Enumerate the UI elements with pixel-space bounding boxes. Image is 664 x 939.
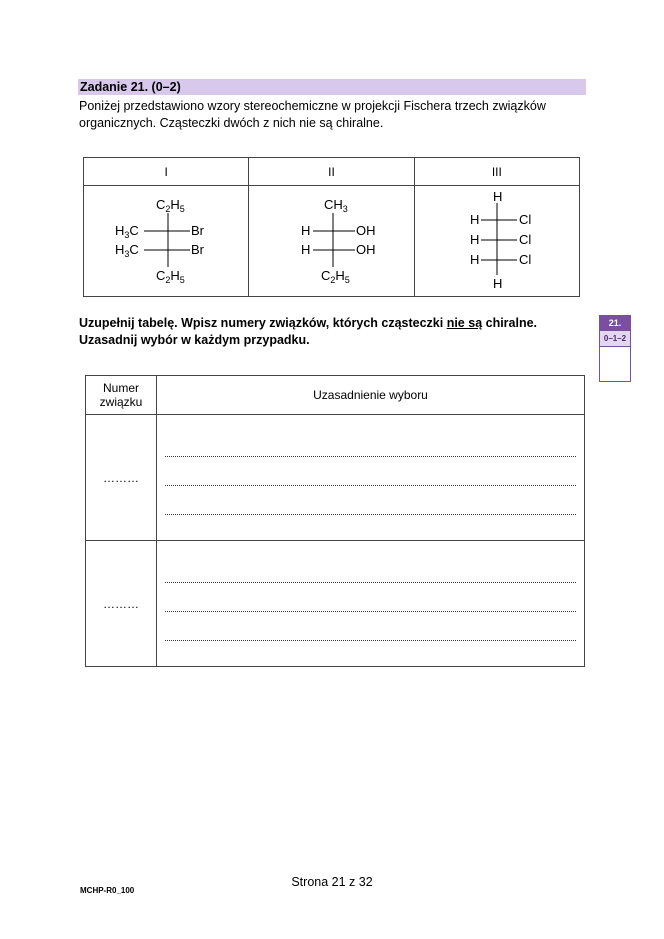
answer-number-field-2[interactable]: ………: [86, 541, 157, 667]
c2-row2-right: OH: [356, 242, 376, 257]
score-range: 0–1–2: [600, 331, 630, 347]
c3-row3-left: H: [469, 252, 480, 267]
c3-row1-right: Cl: [518, 212, 532, 227]
compound-1-cell: [84, 186, 249, 297]
fischer-projection-1: [86, 187, 246, 292]
c2-top: $CH_3$: [324, 197, 349, 214]
answer-header-number: Numer związku: [86, 376, 157, 415]
c3-top: H: [492, 189, 503, 204]
c3-row2-left: H: [469, 232, 480, 247]
intro-line-1: Poniżej przedstawiono wzory stereochemiczne w projekcji Fischera trzech związków: [79, 99, 546, 113]
compound-header-3: III: [414, 158, 579, 186]
score-box: [599, 315, 631, 382]
c3-bottom: H: [492, 276, 503, 291]
instruction-underlined: nie są: [446, 316, 483, 330]
compound-3-cell: [414, 186, 579, 297]
c2-row1-right: OH: [356, 223, 376, 238]
answer-justification-field-2[interactable]: [157, 541, 585, 667]
answer-number-field-1[interactable]: ………: [86, 415, 157, 541]
c1-top: $C_2H_5$: [156, 197, 185, 214]
document-code: MCHP-R0_100: [80, 886, 135, 895]
c1-bottom: $C_2H_5$: [156, 268, 185, 285]
c1-row1-left: $H_3C$: [115, 223, 139, 240]
compound-2-cell: [249, 186, 414, 297]
page-number: Strona 21 z 32: [291, 875, 373, 889]
score-task-number: 21.: [600, 316, 630, 331]
answer-header-justification: Uzasadnienie wyboru: [157, 376, 585, 415]
c2-row2-left: H: [301, 242, 311, 257]
c1-row2-right: Br: [191, 242, 205, 257]
c3-row1-left: H: [469, 212, 480, 227]
c1-row1-right: Br: [191, 223, 205, 238]
task-intro: [79, 98, 589, 132]
fischer-projection-2: [251, 187, 411, 292]
compound-header-2: II: [249, 158, 414, 186]
compounds-table: [83, 157, 580, 297]
c1-row2-left: $H_3C$: [115, 242, 139, 259]
c2-bottom: $C_2H_5$: [321, 268, 351, 285]
task-title: Zadanie 21. (0–2): [78, 79, 586, 95]
c3-row2-right: Cl: [518, 232, 532, 247]
c2-row1-left: H: [301, 223, 311, 238]
instruction-line-1: Uzupełnij tabelę. Wpisz numery związków, których cząsteczki nie są chiralne.: [79, 316, 538, 330]
intro-line-2: organicznych. Cząsteczki dwóch z nich nie są chiralne.: [79, 116, 384, 130]
compound-header-1: I: [84, 158, 249, 186]
answer-justification-field-1[interactable]: [157, 415, 585, 541]
task-instruction: [79, 315, 579, 349]
fischer-projection-3: [417, 187, 577, 292]
c3-row3-right: Cl: [518, 252, 532, 267]
instruction-line-2: Uzasadnij wybór w każdym przypadku.: [79, 333, 310, 347]
answer-table: [85, 375, 585, 667]
